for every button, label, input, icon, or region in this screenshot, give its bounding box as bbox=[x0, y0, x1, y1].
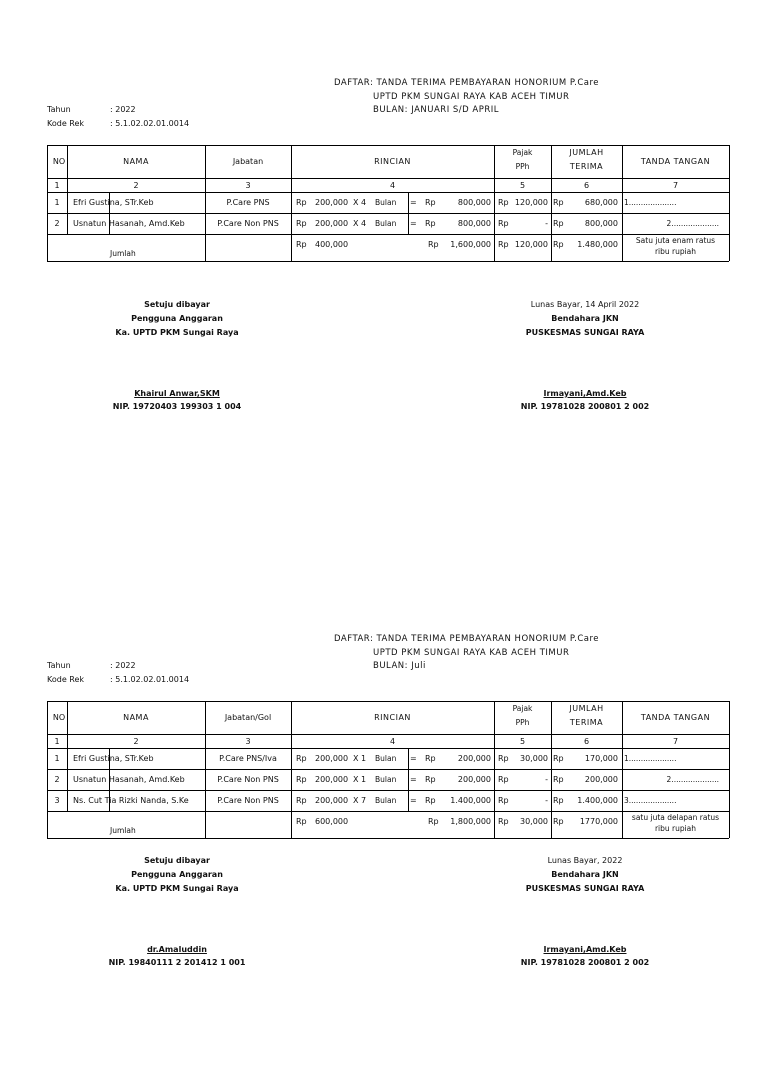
approver-office: Ka. UPTD PKM Sungai Raya bbox=[115, 328, 239, 337]
row-rate: 200,000 bbox=[315, 198, 349, 207]
total-tax: 30,000 bbox=[520, 817, 548, 826]
row-equals: = bbox=[410, 754, 417, 763]
column-number: 7 bbox=[672, 737, 679, 746]
total-currency: Rp bbox=[498, 240, 509, 249]
row-received: 680,000 bbox=[584, 198, 618, 207]
header-position: Jabatan bbox=[232, 157, 264, 166]
total-currency: Rp bbox=[498, 817, 509, 826]
row-currency: Rp bbox=[425, 198, 436, 207]
approver-nip: NIP. 19840111 2 201412 1 001 bbox=[108, 958, 246, 967]
row-unit: Bulan bbox=[375, 198, 397, 207]
row-rate: 200,000 bbox=[315, 219, 349, 228]
row-currency: Rp bbox=[296, 775, 307, 784]
row-signature-line: 1.................... bbox=[624, 754, 677, 763]
row-times: X bbox=[353, 754, 359, 763]
row-equals: = bbox=[410, 198, 417, 207]
row-tax: - bbox=[545, 775, 548, 784]
row-equals: = bbox=[410, 796, 417, 805]
table-rule bbox=[729, 701, 730, 838]
row-currency: Rp bbox=[425, 219, 436, 228]
header-no: NO bbox=[52, 713, 66, 722]
table-rule bbox=[47, 701, 48, 838]
treasurer-office: PUSKESMAS SUNGAI RAYA bbox=[525, 884, 645, 893]
header-signature: TANDA TANGAN bbox=[640, 157, 711, 166]
row-months: 4 bbox=[361, 219, 367, 228]
header-received: TERIMA bbox=[569, 718, 604, 727]
row-rate: 200,000 bbox=[315, 796, 349, 805]
row-times: X bbox=[353, 796, 359, 805]
approver-role: Pengguna Anggaran bbox=[131, 314, 223, 323]
total-subtotal: 1,800,000 bbox=[450, 817, 491, 826]
header-position: Jabatan/Gol bbox=[224, 713, 272, 722]
row-signature-line: 2.................... bbox=[666, 775, 719, 784]
row-times: X bbox=[353, 775, 359, 784]
year-value: : 2022 bbox=[110, 661, 136, 670]
row-name: Efri Gustina, STr.Keb bbox=[73, 198, 154, 207]
row-currency: Rp bbox=[498, 796, 509, 805]
column-number: 5 bbox=[519, 181, 526, 190]
account-code-label: Kode Rek bbox=[47, 675, 85, 684]
approver-name: Khairul Anwar,SKM bbox=[134, 389, 220, 398]
row-tax: 120,000 bbox=[514, 198, 548, 207]
header-tax: Pajak bbox=[512, 148, 533, 157]
paid-date: Lunas Bayar, 2022 bbox=[547, 856, 623, 865]
approval-label: Setuju dibayar bbox=[144, 300, 210, 309]
row-number: 2 bbox=[54, 775, 60, 784]
approver-nip: NIP. 19720403 199303 1 004 bbox=[112, 402, 242, 411]
column-number: 4 bbox=[389, 181, 396, 190]
row-currency: Rp bbox=[296, 754, 307, 763]
row-subtotal: 800,000 bbox=[457, 198, 491, 207]
form-subtitle: UPTD PKM SUNGAI RAYA KAB ACEH TIMUR bbox=[373, 648, 570, 658]
row-received: 200,000 bbox=[584, 775, 618, 784]
table-rule bbox=[47, 213, 729, 214]
column-number: 5 bbox=[519, 737, 526, 746]
row-received: 800,000 bbox=[584, 219, 618, 228]
row-times: X bbox=[353, 198, 359, 207]
row-position: P.Care PNS/Iva bbox=[219, 754, 277, 763]
header-details: RINCIAN bbox=[374, 157, 411, 166]
row-subtotal: 200,000 bbox=[457, 754, 491, 763]
treasurer-nip: NIP. 19781028 200801 2 002 bbox=[520, 402, 650, 411]
table-rule bbox=[47, 145, 729, 146]
table-rule bbox=[47, 734, 729, 735]
treasurer-name: Irmayani,Amd.Keb bbox=[543, 389, 627, 398]
row-currency: Rp bbox=[296, 198, 307, 207]
row-subtotal: 800,000 bbox=[457, 219, 491, 228]
account-code-value: : 5.1.02.02.01.0014 bbox=[110, 675, 190, 684]
row-received: 1.400,000 bbox=[577, 796, 618, 805]
column-number: 1 bbox=[54, 181, 60, 190]
form-period: BULAN: Juli bbox=[373, 661, 426, 671]
table-rule bbox=[47, 838, 729, 839]
column-number: 6 bbox=[583, 737, 590, 746]
row-currency: Rp bbox=[498, 754, 509, 763]
receipt-form bbox=[0, 556, 768, 1068]
header-name: NAMA bbox=[123, 157, 149, 166]
row-currency: Rp bbox=[553, 219, 564, 228]
row-name: Efri Gustina, STr.Keb bbox=[73, 754, 154, 763]
column-number: 2 bbox=[133, 737, 139, 746]
row-position: P.Care Non PNS bbox=[217, 796, 279, 805]
header-tax-pph: PPh bbox=[515, 718, 530, 727]
table-rule bbox=[47, 192, 729, 193]
table-rule bbox=[205, 234, 729, 235]
table-rule bbox=[47, 811, 205, 812]
header-signature: TANDA TANGAN bbox=[640, 713, 711, 722]
approver-role: Pengguna Anggaran bbox=[131, 870, 223, 879]
table-rule bbox=[205, 811, 729, 812]
row-subtotal: 1.400,000 bbox=[450, 796, 491, 805]
row-currency: Rp bbox=[553, 775, 564, 784]
receipt-form bbox=[0, 0, 768, 512]
column-number: 3 bbox=[245, 737, 251, 746]
header-received: TERIMA bbox=[569, 162, 604, 171]
total-currency: Rp bbox=[296, 240, 307, 249]
column-number: 7 bbox=[672, 181, 679, 190]
row-currency: Rp bbox=[498, 775, 509, 784]
row-currency: Rp bbox=[553, 754, 564, 763]
table-rule bbox=[47, 769, 729, 770]
row-signature-line: 2.................... bbox=[666, 219, 719, 228]
form-subtitle: UPTD PKM SUNGAI RAYA KAB ACEH TIMUR bbox=[373, 92, 570, 102]
treasurer-office: PUSKESMAS SUNGAI RAYA bbox=[525, 328, 645, 337]
row-currency: Rp bbox=[498, 198, 509, 207]
total-currency: Rp bbox=[296, 817, 307, 826]
row-received: 170,000 bbox=[584, 754, 618, 763]
account-code-value: : 5.1.02.02.01.0014 bbox=[110, 119, 190, 128]
paid-date: Lunas Bayar, 14 April 2022 bbox=[530, 300, 640, 309]
row-currency: Rp bbox=[425, 796, 436, 805]
treasurer-role: Bendahara JKN bbox=[551, 870, 619, 879]
row-currency: Rp bbox=[553, 796, 564, 805]
table-rule bbox=[47, 790, 729, 791]
total-rate: 600,000 bbox=[315, 817, 349, 826]
approval-label: Setuju dibayar bbox=[144, 856, 210, 865]
total-in-words: satu juta delapan ratus bbox=[631, 813, 720, 822]
header-tax: Pajak bbox=[512, 704, 533, 713]
column-number: 6 bbox=[583, 181, 590, 190]
row-tax: - bbox=[545, 219, 548, 228]
row-number: 1 bbox=[54, 198, 60, 207]
table-rule bbox=[408, 748, 409, 811]
row-name: Usnatun Hasanah, Amd.Keb bbox=[73, 219, 185, 228]
row-months: 1 bbox=[361, 775, 367, 784]
table-rule bbox=[47, 701, 729, 702]
treasurer-name: Irmayani,Amd.Keb bbox=[543, 945, 627, 954]
row-number: 3 bbox=[54, 796, 60, 805]
header-name: NAMA bbox=[123, 713, 149, 722]
header-no: NO bbox=[52, 157, 66, 166]
row-signature-line: 3.................... bbox=[624, 796, 677, 805]
row-currency: Rp bbox=[296, 796, 307, 805]
total-currency: Rp bbox=[553, 240, 564, 249]
row-unit: Bulan bbox=[375, 775, 397, 784]
form-period: BULAN: JANUARI S/D APRIL bbox=[373, 105, 499, 115]
column-number: 1 bbox=[54, 737, 60, 746]
row-currency: Rp bbox=[425, 775, 436, 784]
row-currency: Rp bbox=[425, 754, 436, 763]
account-code-label: Kode Rek bbox=[47, 119, 85, 128]
row-unit: Bulan bbox=[375, 219, 397, 228]
row-signature-line: 1.................... bbox=[624, 198, 677, 207]
table-rule bbox=[729, 145, 730, 261]
total-label: Jumlah bbox=[110, 826, 136, 835]
total-in-words: ribu rupiah bbox=[654, 824, 697, 833]
year-label: Tahun bbox=[47, 105, 71, 114]
row-name: Ns. Cut Tia Rizki Nanda, S.Ke bbox=[73, 796, 189, 805]
column-number: 4 bbox=[389, 737, 396, 746]
total-tax: 120,000 bbox=[514, 240, 548, 249]
approver-office: Ka. UPTD PKM Sungai Raya bbox=[115, 884, 239, 893]
row-unit: Bulan bbox=[375, 796, 397, 805]
row-number: 2 bbox=[54, 219, 60, 228]
row-position: P.Care PNS bbox=[226, 198, 270, 207]
row-tax: 30,000 bbox=[520, 754, 548, 763]
table-rule bbox=[47, 261, 729, 262]
row-months: 1 bbox=[361, 754, 367, 763]
table-rule bbox=[408, 192, 409, 234]
row-times: X bbox=[353, 219, 359, 228]
row-subtotal: 200,000 bbox=[457, 775, 491, 784]
header-tax-pph: PPh bbox=[515, 162, 530, 171]
treasurer-role: Bendahara JKN bbox=[551, 314, 619, 323]
row-name: Usnatun Hasanah, Amd.Keb bbox=[73, 775, 185, 784]
row-equals: = bbox=[410, 219, 417, 228]
table-rule bbox=[47, 748, 729, 749]
row-currency: Rp bbox=[296, 219, 307, 228]
row-currency: Rp bbox=[553, 198, 564, 207]
total-received: 1770,000 bbox=[579, 817, 618, 826]
row-currency: Rp bbox=[498, 219, 509, 228]
total-subtotal: 1,600,000 bbox=[450, 240, 491, 249]
total-currency: Rp bbox=[428, 817, 439, 826]
total-received: 1.480,000 bbox=[577, 240, 618, 249]
row-number: 1 bbox=[54, 754, 60, 763]
row-rate: 200,000 bbox=[315, 754, 349, 763]
row-equals: = bbox=[410, 775, 417, 784]
table-rule bbox=[47, 178, 729, 179]
total-in-words: Satu juta enam ratus bbox=[635, 236, 716, 245]
header-details: RINCIAN bbox=[374, 713, 411, 722]
header-amount: JUMLAH bbox=[569, 148, 604, 157]
column-number: 2 bbox=[133, 181, 139, 190]
year-label: Tahun bbox=[47, 661, 71, 670]
header-amount: JUMLAH bbox=[569, 704, 604, 713]
total-label: Jumlah bbox=[110, 249, 136, 258]
table-rule bbox=[47, 234, 205, 235]
row-unit: Bulan bbox=[375, 754, 397, 763]
total-currency: Rp bbox=[553, 817, 564, 826]
total-currency: Rp bbox=[428, 240, 439, 249]
treasurer-nip: NIP. 19781028 200801 2 002 bbox=[520, 958, 650, 967]
form-title: DAFTAR: TANDA TERIMA PEMBAYARAN HONORIUM P.Care bbox=[334, 634, 600, 644]
row-position: P.Care Non PNS bbox=[217, 219, 279, 228]
year-value: : 2022 bbox=[110, 105, 136, 114]
form-title: DAFTAR: TANDA TERIMA PEMBAYARAN HONORIUM P.Care bbox=[334, 78, 600, 88]
total-in-words: ribu rupiah bbox=[654, 247, 697, 256]
approver-name: dr.Amaluddin bbox=[147, 945, 207, 954]
row-months: 4 bbox=[361, 198, 367, 207]
row-position: P.Care Non PNS bbox=[217, 775, 279, 784]
total-rate: 400,000 bbox=[315, 240, 349, 249]
row-months: 7 bbox=[361, 796, 367, 805]
row-rate: 200,000 bbox=[315, 775, 349, 784]
row-tax: - bbox=[545, 796, 548, 805]
column-number: 3 bbox=[245, 181, 251, 190]
